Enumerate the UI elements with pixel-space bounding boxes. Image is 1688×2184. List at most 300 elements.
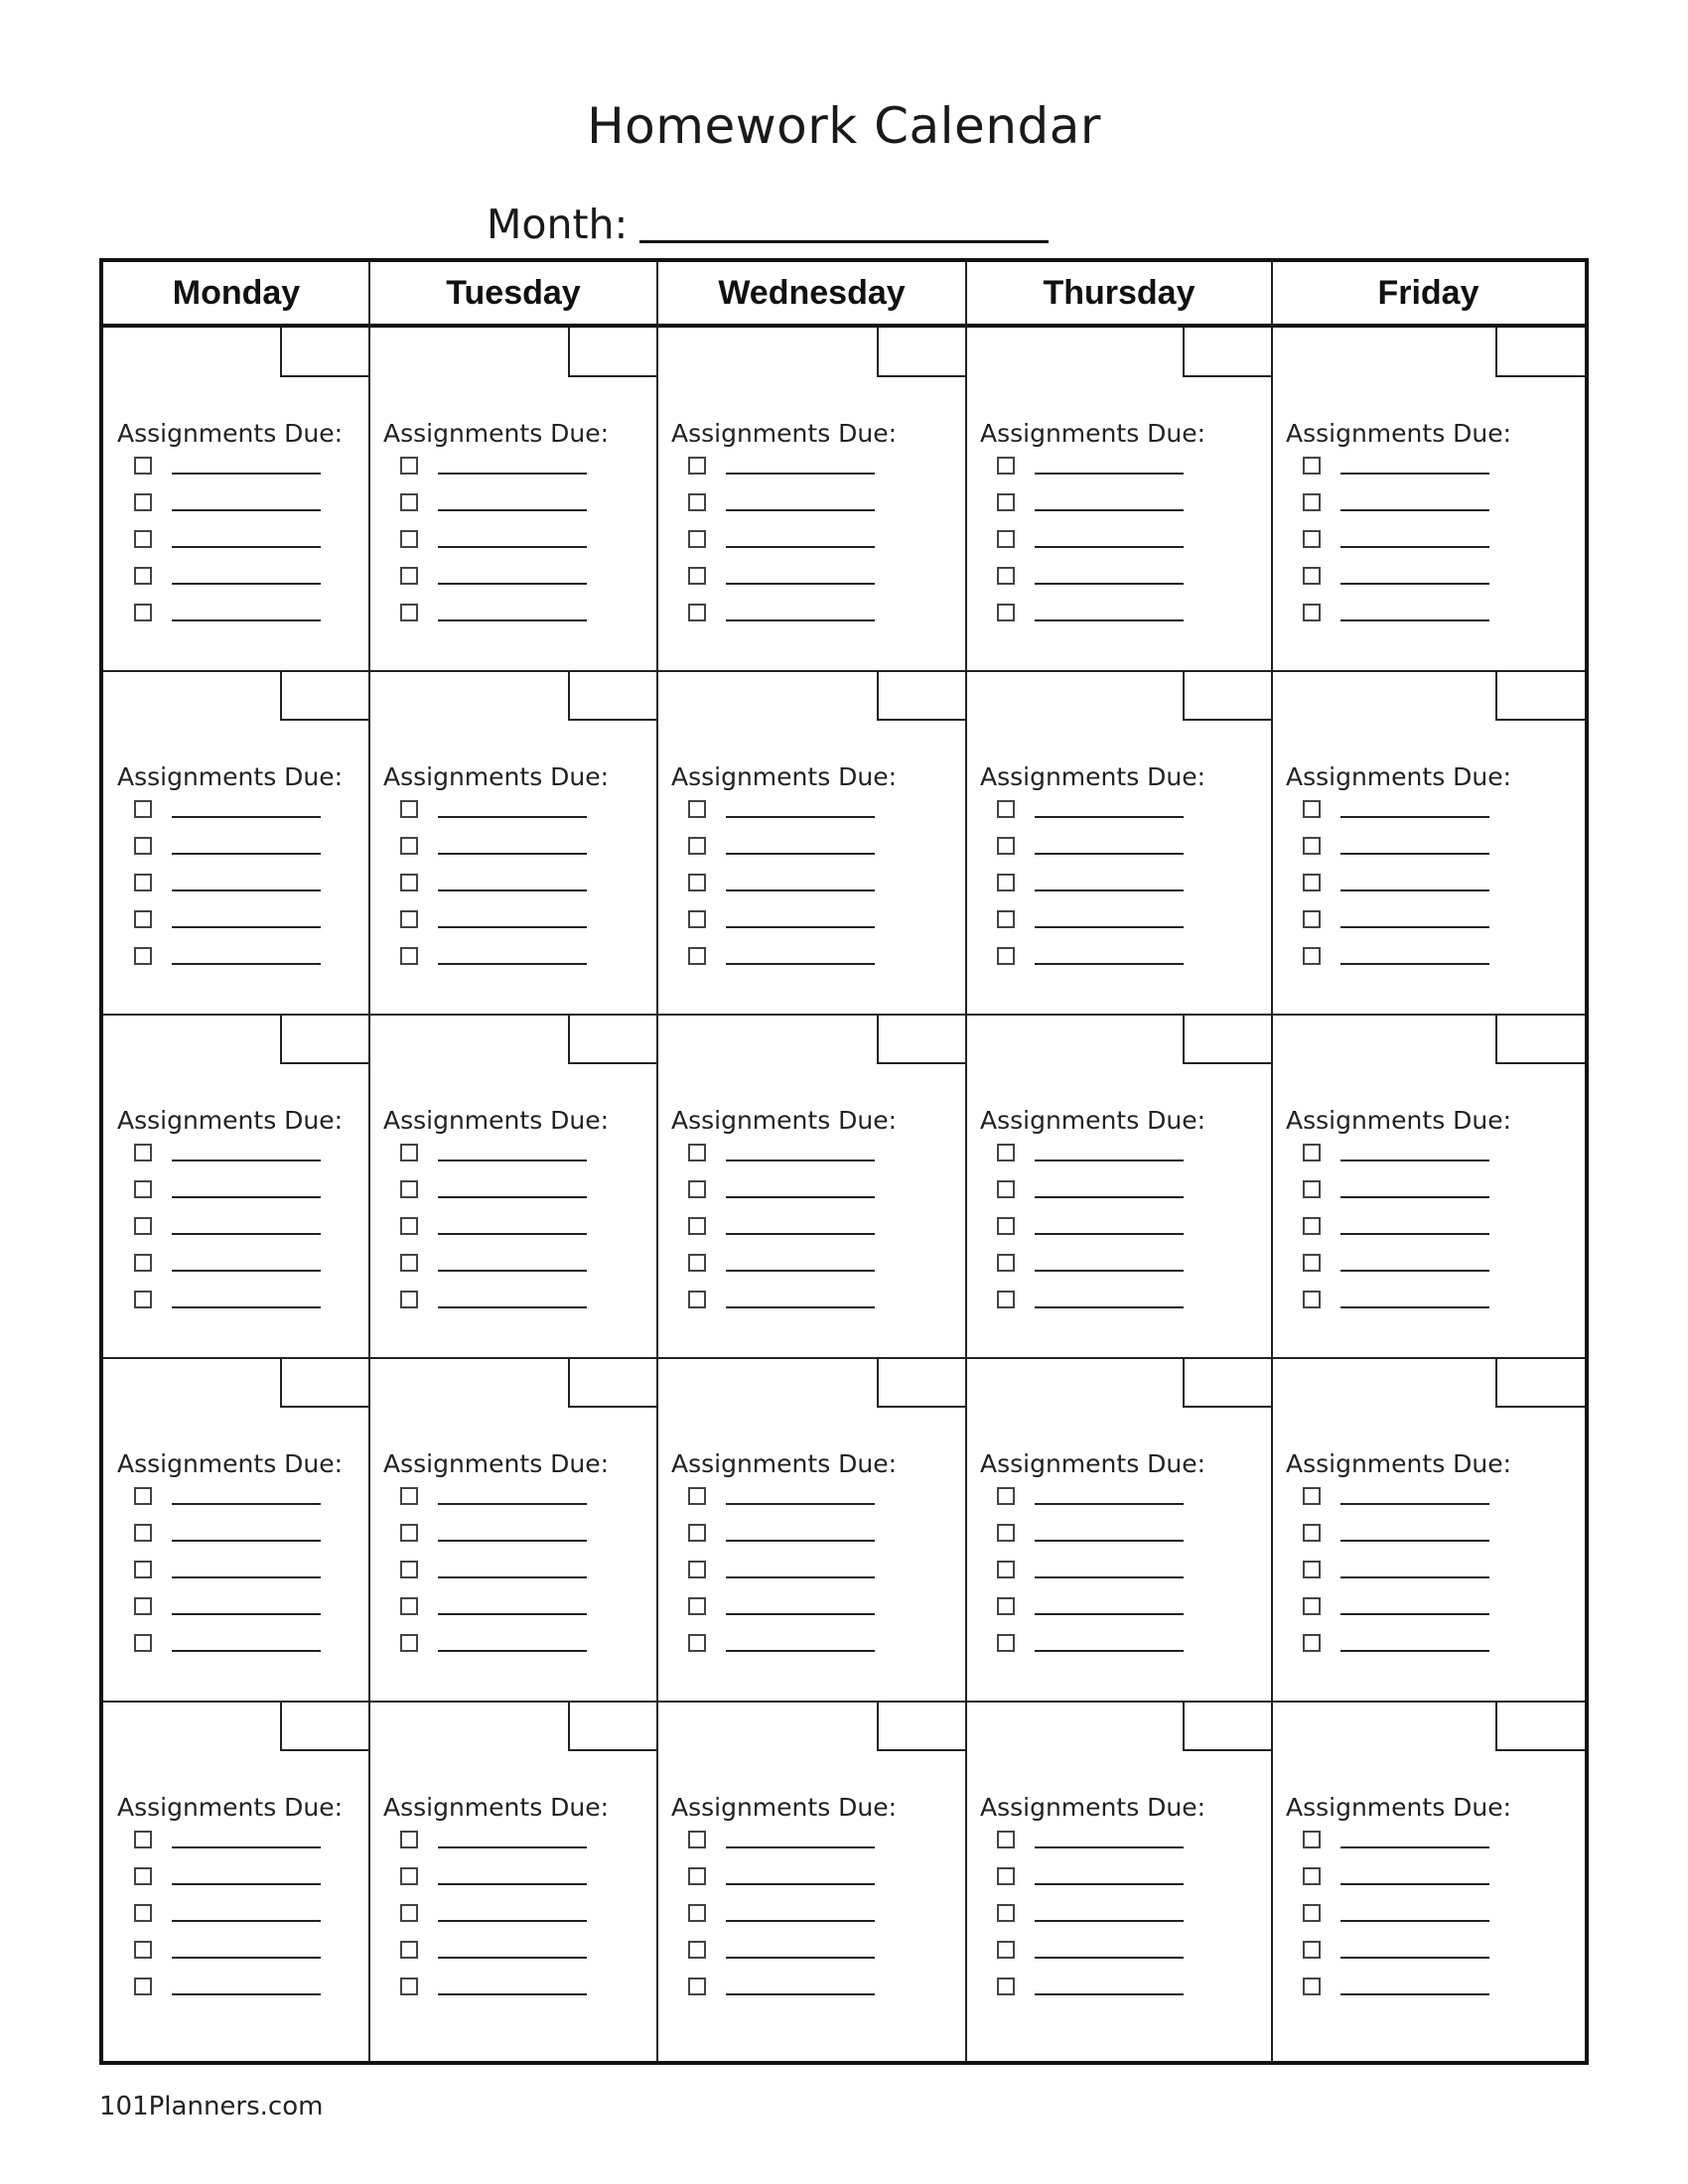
assignment-checkbox[interactable]	[1303, 874, 1321, 891]
assignment-checkbox[interactable]	[400, 1487, 418, 1505]
assignment-write-line[interactable]	[1035, 889, 1184, 891]
assignment-checkbox[interactable]	[1303, 947, 1321, 965]
assignment-write-line[interactable]	[172, 1993, 321, 1995]
assignment-checkbox[interactable]	[997, 1180, 1015, 1198]
assignment-write-line[interactable]	[1035, 963, 1184, 965]
assignment-write-line[interactable]	[1340, 1540, 1489, 1542]
assignment-write-line[interactable]	[1340, 473, 1489, 475]
assignment-checkbox[interactable]	[997, 493, 1015, 511]
assignment-write-line[interactable]	[726, 1196, 875, 1198]
assignment-write-line[interactable]	[438, 1650, 587, 1652]
assignment-write-line[interactable]	[172, 509, 321, 511]
assignment-checkbox[interactable]	[997, 947, 1015, 965]
assignment-checkbox[interactable]	[997, 530, 1015, 548]
assignment-checkbox[interactable]	[134, 1144, 152, 1161]
assignment-write-line[interactable]	[172, 619, 321, 621]
assignment-checkbox[interactable]	[134, 1254, 152, 1272]
assignment-write-line[interactable]	[1340, 546, 1489, 548]
assignment-checkbox[interactable]	[400, 1867, 418, 1885]
assignment-checkbox[interactable]	[400, 800, 418, 818]
assignment-item	[134, 451, 321, 480]
date-number-box[interactable]	[1183, 671, 1272, 721]
assignment-write-line[interactable]	[172, 1306, 321, 1308]
assignment-write-line[interactable]	[172, 546, 321, 548]
assignment-write-line[interactable]	[726, 1270, 875, 1272]
assignment-checkbox[interactable]	[997, 1291, 1015, 1308]
assignment-write-line[interactable]	[726, 1650, 875, 1652]
assignment-checkbox[interactable]	[1303, 837, 1321, 855]
assignment-write-line[interactable]	[438, 1883, 587, 1885]
assignment-checkbox[interactable]	[1303, 1217, 1321, 1235]
assignment-checkbox[interactable]	[134, 800, 152, 818]
assignment-write-line[interactable]	[1035, 1957, 1184, 1959]
assignment-write-line[interactable]	[172, 1883, 321, 1885]
assignment-write-line[interactable]	[172, 963, 321, 965]
assignment-checkbox[interactable]	[400, 1904, 418, 1922]
assignment-checkbox[interactable]	[134, 530, 152, 548]
assignment-checkbox[interactable]	[1303, 800, 1321, 818]
assignment-write-line[interactable]	[1035, 1846, 1184, 1848]
assignment-checkbox[interactable]	[1303, 1978, 1321, 1995]
assignment-write-line[interactable]	[172, 1160, 321, 1161]
assignment-write-line[interactable]	[438, 1993, 587, 1995]
assignment-checkbox[interactable]	[1303, 493, 1321, 511]
assignment-write-line[interactable]	[1035, 1576, 1184, 1578]
assignment-checkbox[interactable]	[134, 910, 152, 928]
assignment-checkbox[interactable]	[134, 1487, 152, 1505]
assignment-write-line[interactable]	[172, 1920, 321, 1922]
assignment-checkbox[interactable]	[688, 1180, 706, 1198]
date-number-box[interactable]	[280, 328, 369, 377]
day-header-tuesday: Tuesday	[446, 273, 581, 312]
assignment-write-line[interactable]	[1035, 583, 1184, 585]
assignment-checkbox[interactable]	[134, 1524, 152, 1542]
assignment-checkbox[interactable]	[1303, 1254, 1321, 1272]
assignment-write-line[interactable]	[726, 1846, 875, 1848]
assignment-checkbox[interactable]	[997, 1597, 1015, 1615]
assignment-checkbox[interactable]	[688, 1597, 706, 1615]
assignment-checkbox[interactable]	[134, 1867, 152, 1885]
assignment-item	[997, 451, 1184, 480]
day-cell-monday-week-4	[103, 1358, 369, 1702]
assignment-item	[1303, 1138, 1489, 1167]
date-number-box[interactable]	[1495, 1358, 1585, 1408]
assignment-checkbox[interactable]	[400, 910, 418, 928]
assignment-write-line[interactable]	[438, 853, 587, 855]
assignment-checkbox[interactable]	[997, 1831, 1015, 1848]
assignment-write-line[interactable]	[1340, 1503, 1489, 1505]
day-cell-wednesday-week-3	[657, 1015, 966, 1358]
date-number-box[interactable]	[280, 671, 369, 721]
assignment-write-line[interactable]	[438, 816, 587, 818]
assignment-write-line[interactable]	[1340, 1650, 1489, 1652]
date-number-box[interactable]	[568, 1015, 657, 1064]
assignment-write-line[interactable]	[172, 1540, 321, 1542]
assignments-due-label: Assignments Due:	[671, 419, 898, 448]
assignment-checkbox[interactable]	[400, 530, 418, 548]
date-number-box[interactable]	[568, 1358, 657, 1408]
assignment-write-line[interactable]	[726, 1613, 875, 1615]
assignment-write-line[interactable]	[438, 1957, 587, 1959]
assignment-checkbox[interactable]	[1303, 1597, 1321, 1615]
assignment-write-line[interactable]	[1340, 509, 1489, 511]
assignment-write-line[interactable]	[438, 1306, 587, 1308]
assignment-checkbox[interactable]	[997, 604, 1015, 621]
assignment-write-line[interactable]	[1035, 816, 1184, 818]
assignment-write-line[interactable]	[438, 926, 587, 928]
assignment-write-line[interactable]	[438, 583, 587, 585]
assignment-write-line[interactable]	[1340, 1306, 1489, 1308]
assignment-write-line[interactable]	[438, 1503, 587, 1505]
assignment-write-line[interactable]	[726, 1540, 875, 1542]
assignment-write-line[interactable]	[1035, 1920, 1184, 1922]
assignment-checkbox[interactable]	[688, 1524, 706, 1542]
assignment-write-line[interactable]	[726, 1920, 875, 1922]
assignment-checkbox[interactable]	[688, 1831, 706, 1848]
assignment-checkbox[interactable]	[1303, 1941, 1321, 1959]
assignment-write-line[interactable]	[1035, 926, 1184, 928]
assignment-checkbox[interactable]	[134, 1634, 152, 1652]
assignment-checkbox[interactable]	[400, 1291, 418, 1308]
assignment-write-line[interactable]	[726, 1503, 875, 1505]
assignment-checkbox[interactable]	[1303, 1634, 1321, 1652]
assignment-checkbox[interactable]	[400, 1561, 418, 1578]
assignment-write-line[interactable]	[726, 1957, 875, 1959]
assignment-checkbox[interactable]	[400, 1597, 418, 1615]
assignment-checkbox[interactable]	[997, 1634, 1015, 1652]
assignment-checkbox[interactable]	[997, 874, 1015, 891]
day-header-monday: Monday	[172, 273, 301, 312]
assignment-write-line[interactable]	[1035, 1503, 1184, 1505]
date-number-box[interactable]	[568, 1702, 657, 1751]
assignment-write-line[interactable]	[726, 1306, 875, 1308]
assignment-checkbox[interactable]	[134, 1904, 152, 1922]
assignment-write-line[interactable]	[172, 583, 321, 585]
assignment-write-line[interactable]	[172, 853, 321, 855]
assignment-checkbox[interactable]	[400, 1144, 418, 1161]
assignment-write-line[interactable]	[1340, 1270, 1489, 1272]
assignment-write-line[interactable]	[1035, 473, 1184, 475]
assignment-write-line[interactable]	[1035, 1650, 1184, 1652]
assignment-write-line[interactable]	[1340, 1993, 1489, 1995]
assignment-write-line[interactable]	[172, 1233, 321, 1235]
assignment-checkbox[interactable]	[400, 837, 418, 855]
assignment-checkbox[interactable]	[400, 947, 418, 965]
assignment-checkbox[interactable]	[1303, 1291, 1321, 1308]
assignment-write-line[interactable]	[438, 473, 587, 475]
assignment-checkbox[interactable]	[1303, 1180, 1321, 1198]
assignment-write-line[interactable]	[438, 1613, 587, 1615]
assignment-write-line[interactable]	[1035, 1160, 1184, 1161]
date-number-box[interactable]	[1495, 328, 1585, 377]
assignment-write-line[interactable]	[438, 1233, 587, 1235]
date-number-box[interactable]	[1183, 1015, 1272, 1064]
date-number-box[interactable]	[1183, 1358, 1272, 1408]
assignment-write-line[interactable]	[726, 889, 875, 891]
assignment-checkbox[interactable]	[997, 1978, 1015, 1995]
assignment-checkbox[interactable]	[688, 1291, 706, 1308]
assignment-write-line[interactable]	[1340, 583, 1489, 585]
assignment-item	[997, 1285, 1184, 1314]
assignment-checkbox[interactable]	[688, 1634, 706, 1652]
assignment-checkbox[interactable]	[997, 1561, 1015, 1578]
assignment-write-line[interactable]	[1340, 816, 1489, 818]
assignment-write-line[interactable]	[438, 1576, 587, 1578]
date-number-box[interactable]	[877, 671, 966, 721]
assignment-checkbox[interactable]	[400, 493, 418, 511]
assignment-write-line[interactable]	[438, 1160, 587, 1161]
assignment-checkbox[interactable]	[134, 1291, 152, 1308]
assignment-checkbox[interactable]	[134, 1561, 152, 1578]
date-number-box[interactable]	[1495, 1015, 1585, 1064]
assignment-checkbox[interactable]	[688, 1561, 706, 1578]
assignment-write-line[interactable]	[172, 1196, 321, 1198]
assignment-write-line[interactable]	[726, 619, 875, 621]
assignment-write-line[interactable]	[172, 1503, 321, 1505]
assignment-write-line[interactable]	[1340, 1233, 1489, 1235]
assignment-write-line[interactable]	[1035, 1540, 1184, 1542]
assignments-due-label: Assignments Due:	[671, 1793, 898, 1822]
assignment-checkbox[interactable]	[1303, 1524, 1321, 1542]
date-number-box[interactable]	[877, 1702, 966, 1751]
assignment-checkbox[interactable]	[688, 947, 706, 965]
assignment-checkbox[interactable]	[400, 1180, 418, 1198]
assignment-write-line[interactable]	[438, 1540, 587, 1542]
date-number-box[interactable]	[280, 1015, 369, 1064]
assignment-item	[134, 1248, 321, 1278]
assignment-write-line[interactable]	[438, 963, 587, 965]
assignment-write-line[interactable]	[726, 963, 875, 965]
assignment-checkbox[interactable]	[997, 800, 1015, 818]
assignment-checkbox[interactable]	[400, 1524, 418, 1542]
assignments-due-label: Assignments Due:	[980, 1106, 1206, 1135]
assignment-write-line[interactable]	[726, 1160, 875, 1161]
assignment-checkbox[interactable]	[134, 1978, 152, 1995]
assignment-checkbox[interactable]	[997, 1217, 1015, 1235]
assignment-checkbox[interactable]	[688, 1941, 706, 1959]
assignment-checkbox[interactable]	[688, 1144, 706, 1161]
assignment-checkbox[interactable]	[400, 567, 418, 585]
date-number-box[interactable]	[1183, 328, 1272, 377]
assignment-checkbox[interactable]	[400, 1831, 418, 1848]
assignment-checkbox[interactable]	[1303, 1867, 1321, 1885]
assignment-write-line[interactable]	[172, 1650, 321, 1652]
assignment-write-line[interactable]	[726, 509, 875, 511]
assignments-due-label: Assignments Due:	[1286, 1793, 1512, 1822]
assignment-checkbox[interactable]	[1303, 910, 1321, 928]
assignment-checkbox[interactable]	[1303, 1487, 1321, 1505]
assignment-write-line[interactable]	[172, 889, 321, 891]
assignment-write-line[interactable]	[1035, 1883, 1184, 1885]
date-number-box[interactable]	[877, 1358, 966, 1408]
assignment-checkbox[interactable]	[1303, 567, 1321, 585]
assignment-checkbox[interactable]	[688, 493, 706, 511]
assignment-write-line[interactable]	[1035, 1613, 1184, 1615]
assignment-write-line[interactable]	[726, 816, 875, 818]
assignment-checkbox[interactable]	[997, 910, 1015, 928]
assignment-write-line[interactable]	[726, 853, 875, 855]
assignment-write-line[interactable]	[726, 1576, 875, 1578]
assignment-item	[997, 904, 1184, 934]
assignment-write-line[interactable]	[1035, 1270, 1184, 1272]
assignment-checkbox[interactable]	[134, 567, 152, 585]
assignment-write-line[interactable]	[438, 889, 587, 891]
assignment-write-line[interactable]	[172, 1846, 321, 1848]
assignment-write-line[interactable]	[726, 546, 875, 548]
assignment-checkbox[interactable]	[1303, 604, 1321, 621]
assignment-write-line[interactable]	[1340, 1957, 1489, 1959]
assignment-write-line[interactable]	[438, 1920, 587, 1922]
assignment-write-line[interactable]	[172, 473, 321, 475]
assignment-checkbox[interactable]	[400, 1978, 418, 1995]
day-cell-thursday-week-1	[966, 328, 1272, 671]
assignment-checkbox[interactable]	[997, 1524, 1015, 1542]
assignment-write-line[interactable]	[172, 1613, 321, 1615]
assignment-checkbox[interactable]	[688, 457, 706, 475]
assignment-checkbox[interactable]	[400, 457, 418, 475]
assignment-checkbox[interactable]	[688, 1217, 706, 1235]
assignment-checkbox[interactable]	[688, 1487, 706, 1505]
day-header-wednesday: Wednesday	[718, 273, 906, 312]
assignment-checkbox[interactable]	[134, 1597, 152, 1615]
assignment-checkbox[interactable]	[134, 1941, 152, 1959]
assignment-write-line[interactable]	[1340, 619, 1489, 621]
assignment-checkbox[interactable]	[1303, 1831, 1321, 1848]
assignment-checkbox[interactable]	[688, 1904, 706, 1922]
date-number-box[interactable]	[1495, 671, 1585, 721]
assignment-write-line[interactable]	[1035, 853, 1184, 855]
assignment-write-line[interactable]	[1035, 546, 1184, 548]
assignment-write-line[interactable]	[1340, 1576, 1489, 1578]
assignment-checkbox[interactable]	[997, 1904, 1015, 1922]
assignment-checkbox[interactable]	[1303, 530, 1321, 548]
assignment-checkbox[interactable]	[134, 874, 152, 891]
assignment-write-line[interactable]	[438, 1196, 587, 1198]
assignment-checkbox[interactable]	[688, 874, 706, 891]
assignment-write-line[interactable]	[438, 546, 587, 548]
assignment-checkbox[interactable]	[997, 1144, 1015, 1161]
date-number-box[interactable]	[1495, 1702, 1585, 1751]
assignment-write-line[interactable]	[1340, 1920, 1489, 1922]
assignment-checkbox[interactable]	[997, 1487, 1015, 1505]
assignment-checkbox[interactable]	[134, 837, 152, 855]
assignment-write-line[interactable]	[438, 619, 587, 621]
assignment-write-line[interactable]	[172, 816, 321, 818]
assignment-write-line[interactable]	[1035, 1306, 1184, 1308]
assignment-write-line[interactable]	[726, 1233, 875, 1235]
assignment-write-line[interactable]	[172, 926, 321, 928]
assignment-checkbox[interactable]	[134, 604, 152, 621]
date-number-box[interactable]	[877, 1015, 966, 1064]
assignment-write-line[interactable]	[438, 1270, 587, 1272]
assignment-write-line[interactable]	[1035, 619, 1184, 621]
assignment-write-line[interactable]	[1340, 889, 1489, 891]
assignment-checkbox[interactable]	[688, 567, 706, 585]
assignment-write-line[interactable]	[726, 473, 875, 475]
assignment-checkbox[interactable]	[134, 493, 152, 511]
assignment-checkbox[interactable]	[400, 604, 418, 621]
assignment-checkbox[interactable]	[997, 567, 1015, 585]
day-header-friday: Friday	[1377, 273, 1479, 312]
assignment-write-line[interactable]	[1035, 1233, 1184, 1235]
assignment-checkbox[interactable]	[400, 1254, 418, 1272]
assignment-write-line[interactable]	[1340, 1846, 1489, 1848]
assignment-checkbox[interactable]	[134, 1180, 152, 1198]
assignment-checkbox[interactable]	[1303, 457, 1321, 475]
date-number-box[interactable]	[877, 328, 966, 377]
assignment-write-line[interactable]	[726, 1883, 875, 1885]
assignment-item	[997, 1825, 1184, 1854]
assignment-write-line[interactable]	[1340, 1883, 1489, 1885]
assignment-checkbox[interactable]	[400, 1634, 418, 1652]
assignment-checkbox[interactable]	[688, 1254, 706, 1272]
assignment-checkbox[interactable]	[400, 874, 418, 891]
assignment-write-line[interactable]	[1340, 963, 1489, 965]
assignment-write-line[interactable]	[726, 926, 875, 928]
assignment-item	[134, 1591, 321, 1621]
assignment-checkbox[interactable]	[688, 530, 706, 548]
assignment-write-line[interactable]	[438, 1846, 587, 1848]
assignment-checkbox[interactable]	[997, 457, 1015, 475]
assignment-checkbox[interactable]	[688, 800, 706, 818]
assignment-write-line[interactable]	[1035, 1993, 1184, 1995]
assignment-write-line[interactable]	[1035, 1196, 1184, 1198]
assignment-checkbox[interactable]	[134, 457, 152, 475]
month-input-line[interactable]	[639, 240, 1049, 243]
assignment-item	[688, 794, 875, 824]
date-number-box[interactable]	[280, 1358, 369, 1408]
assignment-checkbox[interactable]	[400, 1217, 418, 1235]
assignment-checkbox[interactable]	[997, 1941, 1015, 1959]
assignment-checkbox[interactable]	[134, 1831, 152, 1848]
assignment-item	[134, 831, 321, 861]
assignment-checkbox[interactable]	[688, 837, 706, 855]
assignment-write-line[interactable]	[726, 1993, 875, 1995]
assignment-write-line[interactable]	[172, 1576, 321, 1578]
assignment-write-line[interactable]	[1035, 509, 1184, 511]
assignment-checkbox[interactable]	[400, 1941, 418, 1959]
assignment-write-line[interactable]	[726, 583, 875, 585]
assignment-item	[688, 1138, 875, 1167]
date-number-box[interactable]	[1183, 1702, 1272, 1751]
assignment-write-line[interactable]	[172, 1270, 321, 1272]
assignment-checkbox[interactable]	[688, 910, 706, 928]
assignments-due-label: Assignments Due:	[980, 762, 1206, 791]
day-cell-tuesday-week-3	[369, 1015, 657, 1358]
assignment-checkbox[interactable]	[1303, 1561, 1321, 1578]
assignment-checkbox[interactable]	[997, 1254, 1015, 1272]
assignment-checkbox[interactable]	[1303, 1144, 1321, 1161]
assignment-write-line[interactable]	[1340, 853, 1489, 855]
assignment-write-line[interactable]	[1340, 1160, 1489, 1161]
assignment-write-line[interactable]	[1340, 926, 1489, 928]
assignment-checkbox[interactable]	[134, 1217, 152, 1235]
date-number-box[interactable]	[568, 328, 657, 377]
assignment-write-line[interactable]	[172, 1957, 321, 1959]
assignment-checkbox[interactable]	[688, 1978, 706, 1995]
assignment-write-line[interactable]	[1340, 1196, 1489, 1198]
assignment-checkbox[interactable]	[134, 947, 152, 965]
date-number-box[interactable]	[568, 671, 657, 721]
assignment-checkbox[interactable]	[997, 837, 1015, 855]
assignment-checkbox[interactable]	[688, 604, 706, 621]
assignment-checkbox[interactable]	[997, 1867, 1015, 1885]
assignment-checkbox[interactable]	[688, 1867, 706, 1885]
assignment-write-line[interactable]	[438, 509, 587, 511]
assignment-checkbox[interactable]	[1303, 1904, 1321, 1922]
date-number-box[interactable]	[280, 1702, 369, 1751]
assignment-write-line[interactable]	[1340, 1613, 1489, 1615]
